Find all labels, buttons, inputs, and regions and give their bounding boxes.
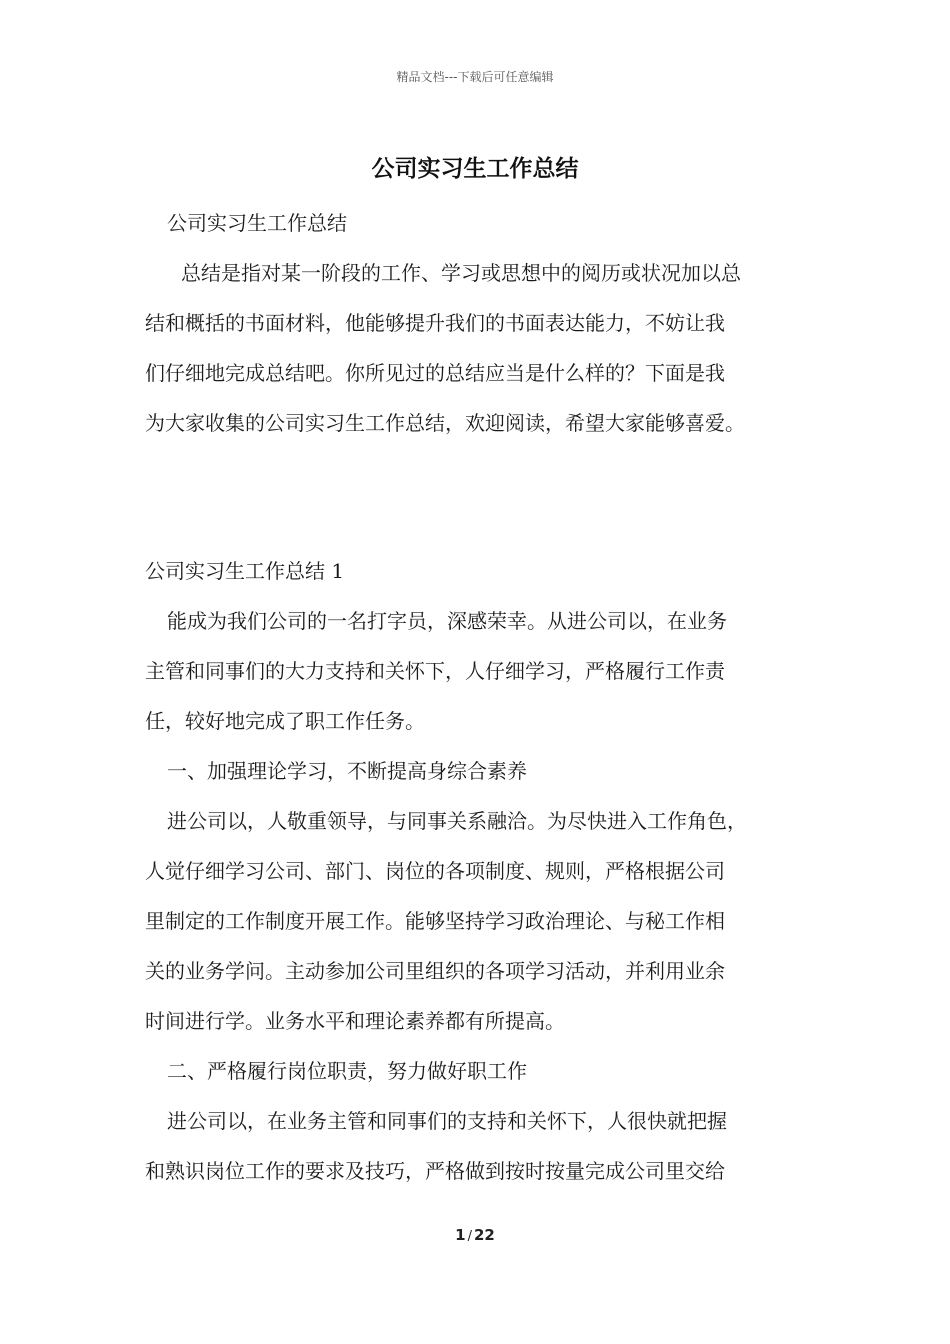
paragraph-line: 里制定的工作制度开展工作。能够坚持学习政治理论、与秘工作相 bbox=[145, 909, 725, 933]
subsection-heading: 一、加强理论学习，不断提高身综合素养 bbox=[167, 759, 527, 783]
paragraph-line: 进公司以，人敬重领导，与同事关系融洽。为尽快进入工作角色， bbox=[167, 809, 747, 833]
paragraph-line: 和熟识岗位工作的要求及技巧，严格做到按时按量完成公司里交给 bbox=[145, 1159, 725, 1183]
paragraph-line: 结和概括的书面材料，他能够提升我们的书面表达能力，不妨让我 bbox=[145, 311, 725, 335]
paragraph-line: 们仔细地完成总结吧。你所见过的总结应当是什么样的？下面是我 bbox=[145, 361, 725, 385]
document-title: 公司实习生工作总结 bbox=[371, 155, 579, 182]
current-page: 1 bbox=[455, 1226, 466, 1244]
paragraph-line: 能成为我们公司的一名打字员，深感荣幸。从进公司以，在业务 bbox=[167, 609, 727, 633]
paragraph-line: 人觉仔细学习公司、部门、岗位的各项制度、规则，严格根据公司 bbox=[145, 859, 725, 883]
page-separator: / bbox=[467, 1229, 472, 1244]
subsection-heading: 二、严格履行岗位职责，努力做好职工作 bbox=[167, 1059, 527, 1083]
section-heading: 公司实习生工作总结 1 bbox=[145, 559, 345, 583]
paragraph-line: 进公司以，在业务主管和同事们的支持和关怀下，人很快就把握 bbox=[167, 1109, 727, 1133]
page-number bbox=[0, 1226, 950, 1244]
total-pages: 22 bbox=[473, 1226, 495, 1244]
paragraph-line: 为大家收集的公司实习生工作总结，欢迎阅读，希望大家能够喜爱。 bbox=[145, 411, 745, 435]
intro-heading: 公司实习生工作总结 bbox=[167, 211, 347, 235]
paragraph-line: 时间进行学。业务水平和理论素养都有所提高。 bbox=[145, 1009, 565, 1033]
paragraph-line: 主管和同事们的大力支持和关怀下，人仔细学习，严格履行工作责 bbox=[145, 659, 725, 683]
section-block bbox=[145, 546, 835, 1196]
paragraph-line: 关的业务学问。主动参加公司里组织的各项学习活动，并利用业余 bbox=[145, 959, 725, 983]
header-note: 精品文档---下载后可任意编辑 bbox=[396, 70, 554, 84]
intro-block bbox=[145, 198, 835, 448]
paragraph-line: 任，较好地完成了职工作任务。 bbox=[145, 709, 425, 733]
paragraph-line: 总结是指对某一阶段的工作、学习或思想中的阅历或状况加以总 bbox=[181, 261, 741, 285]
